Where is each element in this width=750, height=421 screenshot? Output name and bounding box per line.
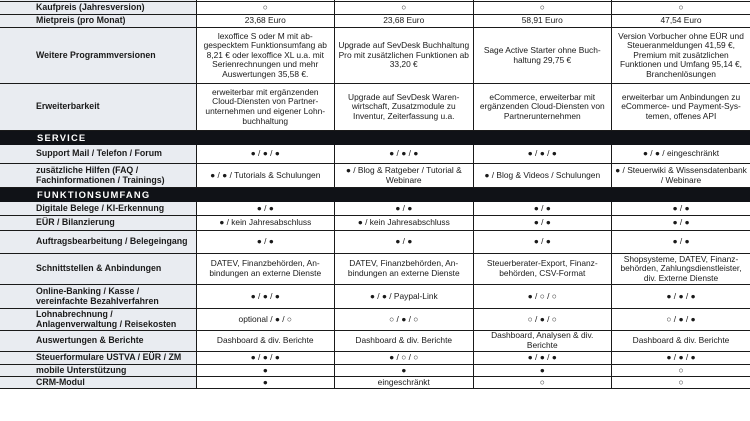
cell: Version Vorbucher ohne EÜR und Steueranmeldungen 41,59 €, Premium mit zusätzlichen Funktionen und Umfang 95,14 €, Branchenlösungen [612, 28, 750, 84]
cell: ○ [473, 2, 612, 15]
table-row [0, 331, 750, 352]
cell: ● / ● / ● [196, 352, 335, 365]
row-label: Online-Banking / Kasse / vereinfachte Bezahlverfahren [0, 285, 196, 309]
cell: optional / ● / ○ [196, 309, 335, 331]
row-label: EÜR / Bilanzierung [0, 216, 196, 231]
cell: ● / ● [196, 231, 335, 254]
cell: ● / ● [473, 216, 612, 231]
cell: ○ / ● / ● [612, 309, 750, 331]
row-label: Kaufpreis (Jahresversion) [0, 2, 196, 15]
cell: ● / Blog & Videos / Schulungen [473, 164, 612, 188]
cell: ● / ● [473, 202, 612, 216]
cell: erweiterbar um Anbindungen zu eCommerce- und Payment-Systemen, offenes API [612, 84, 750, 131]
row-label: Digitale Belege / KI-Erkennung [0, 202, 196, 216]
cell: 47,54 Euro [612, 15, 750, 28]
cell: ● / ● / ● [196, 285, 335, 309]
cell: ● / Blog & Ratgeber / Tutorial & Webinare [335, 164, 474, 188]
cell: ○ [335, 2, 474, 15]
row-label: Weitere Programmversionen [0, 28, 196, 84]
cell: ● / ● / ● [335, 145, 474, 164]
row-label: Erweiterbarkeit [0, 84, 196, 131]
row-label: zusätzliche Hilfen (FAQ / Fachinformationen / Trainings) [0, 164, 196, 188]
cell: ● [473, 365, 612, 377]
cell: ● / ● [612, 216, 750, 231]
section-header [0, 188, 750, 202]
cell: Dashboard & div. Berichte [196, 331, 335, 352]
cell: ● / ● [335, 202, 474, 216]
table-row [0, 84, 750, 131]
table-row [0, 254, 750, 285]
cell: Dashboard & div. Berichte [335, 331, 474, 352]
row-label: Mietpreis (pro Monat) [0, 15, 196, 28]
row-label: Steuerformulare USTVA / EÜR / ZM [0, 352, 196, 365]
cell: Steuerberater-Export, Finanzbehörden, CSV-Format [473, 254, 612, 285]
cell: Dashboard, Analysen & div. Berichte [473, 331, 612, 352]
row-label: mobile Unterstützung [0, 365, 196, 377]
row-label: Schnittstellen & Anbindungen [0, 254, 196, 285]
table-row [0, 285, 750, 309]
cell: ● / ● / Tutorials & Schulungen [196, 164, 335, 188]
table-row [0, 164, 750, 188]
cell: ○ / ● / ○ [473, 309, 612, 331]
cell: ● / ● / eingeschränkt [612, 145, 750, 164]
table-row [0, 377, 750, 389]
cell: ● / ● / ● [612, 352, 750, 365]
cell: 58,91 Euro [473, 15, 612, 28]
cell: ● / ● [612, 202, 750, 216]
cell: DATEV, Finanzbehörden, Anbindungen an externe Dienste [335, 254, 474, 285]
row-label: Auftragsbearbeitung / Belegeingang [0, 231, 196, 254]
table-row [0, 2, 750, 15]
cell: Sage Active Starter ohne Buchhaltung 29,75 € [473, 28, 612, 84]
cell: ● / ● [473, 231, 612, 254]
cell: 23,68 Euro [196, 15, 335, 28]
cell: ● / ● / ● [473, 145, 612, 164]
table-row [0, 216, 750, 231]
cell: ● / ● / ● [196, 145, 335, 164]
cell: ● / ● [335, 231, 474, 254]
cell: erweiterbar mit ergänzenden Cloud-Diensten von Partnerunternehmen und eigener Lohnbuchhaltung [196, 84, 335, 131]
cell: ● / ● / ● [473, 352, 612, 365]
table-row [0, 15, 750, 28]
cell: ● / ● / ● [612, 285, 750, 309]
cell: ● / kein Jahresabschluss [196, 216, 335, 231]
cell: ● / ○ / ○ [473, 285, 612, 309]
cell: ● / ○ / ○ [335, 352, 474, 365]
section-header [0, 131, 750, 145]
table-row [0, 231, 750, 254]
cell: ● [335, 365, 474, 377]
cell: ○ [612, 365, 750, 377]
cell: Dashboard & div. Berichte [612, 331, 750, 352]
table-row [0, 365, 750, 377]
cell: 23,68 Euro [335, 15, 474, 28]
cell: ● / ● [196, 202, 335, 216]
section-title: SERVICE [0, 131, 750, 145]
cell: ● [196, 365, 335, 377]
cell: Upgrade auf SevDesk Buchhaltung Pro mit zusätzlichen Funktionen ab 33,20 € [335, 28, 474, 84]
row-label: Support Mail / Telefon / Forum [0, 145, 196, 164]
cell: ○ [612, 2, 750, 15]
section-title: FUNKTIONSUMFANG [0, 188, 750, 202]
cell: ● / Steuerwiki & Wissensdatenbank / Webinare [612, 164, 750, 188]
cell: ● / kein Jahresabschluss [335, 216, 474, 231]
cell: ○ [196, 2, 335, 15]
cell: eCommerce, erweiterbar mit ergänzenden Cloud-Diensten von Partnerunternehmen [473, 84, 612, 131]
row-label: CRM-Modul [0, 377, 196, 389]
cell: Shopsysteme, DATEV, Finanzbehörden, Zahlungsdienstleister, div. Externe Dienste [612, 254, 750, 285]
cell: ● / ● [612, 231, 750, 254]
row-label: Lohnabrechnung / Anlagenverwaltung / Reisekosten [0, 309, 196, 331]
table-row [0, 352, 750, 365]
cell: ○ [473, 377, 612, 389]
table-row [0, 145, 750, 164]
cell: ● [196, 377, 335, 389]
cell: lexoffice S oder M mit abgespecktem Funktionsumfang ab 8,21 € oder lexoffice XL u.a. mit Serienrechnungen und mehr Auswertungen 35,58 €. [196, 28, 335, 84]
row-label: Auswertungen & Berichte [0, 331, 196, 352]
cell: eingeschränkt [335, 377, 474, 389]
cell: Upgrade auf SevDesk Warenwirtschaft, Zusatzmodule zu Inventur, Zeiterfassung u.a. [335, 84, 474, 131]
cell: ○ [612, 377, 750, 389]
table-row [0, 309, 750, 331]
table-row [0, 202, 750, 216]
cell: ○ / ● / ○ [335, 309, 474, 331]
cell: ● / ● / Paypal-Link [335, 285, 474, 309]
cell: DATEV, Finanzbehörden, Anbindungen an externe Dienste [196, 254, 335, 285]
table-row [0, 28, 750, 84]
